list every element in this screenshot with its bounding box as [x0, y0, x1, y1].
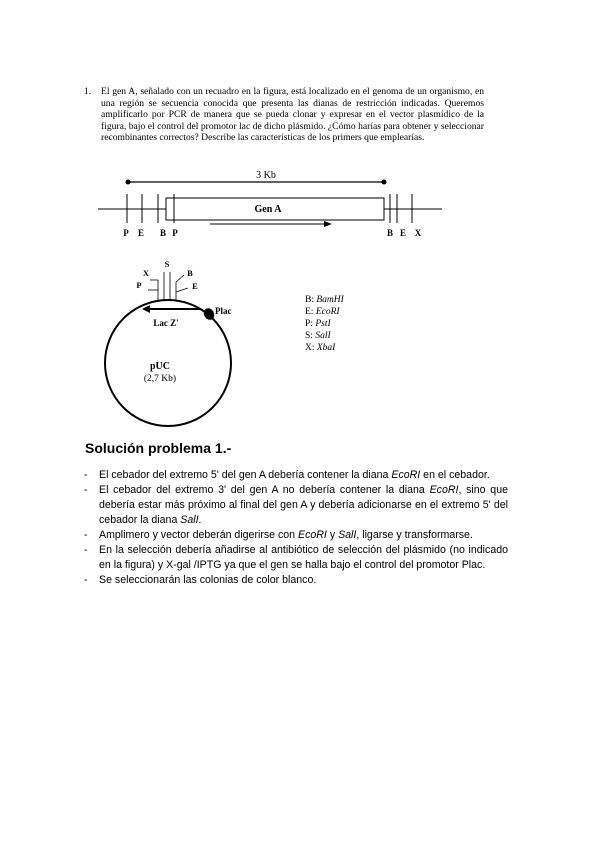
solution-title: Solución problema 1.-	[85, 440, 232, 456]
size-arrow-end	[382, 180, 387, 185]
solution-item: - El cebador del extremo 5' del gen A debería contener la diana EcoRI en el cebador.	[84, 469, 490, 481]
solution-list	[84, 468, 508, 588]
question-number: 1.	[84, 86, 92, 97]
mcs-connector	[176, 275, 184, 282]
plasmid-site-labels	[136, 259, 198, 291]
plasmid-site-p: P	[136, 280, 142, 290]
size-arrow-start	[126, 180, 131, 185]
site-label-e: E	[399, 228, 407, 238]
plac-label: Plac	[215, 306, 232, 316]
legend-item: E: EcoRI	[305, 307, 340, 317]
genome-map	[98, 170, 442, 238]
site-label-x: X	[414, 228, 422, 238]
legend-item: P: PstI	[305, 319, 331, 329]
size-label: 3 Kb	[256, 170, 276, 181]
lacz-arrowhead	[142, 305, 150, 313]
legend-item: X: XbaI	[305, 343, 336, 353]
solution-item: - Amplimero y vector deberán digerirse con EcoRI y SalI, ligarse y transformarse.	[84, 529, 473, 541]
site-label-p: P	[123, 228, 129, 238]
solution-item: - El cebador del extremo 3' del gen A no debería contener la diana EcoRI, sino que debería estar más próximo al final del gen A y debería adicionarse en el extremo 5' del cebador la diana SalI.	[84, 484, 508, 526]
genome-site-labels	[123, 228, 422, 238]
gene-a-label: Gen A	[254, 204, 282, 215]
legend-item: B: BamHI	[305, 295, 344, 305]
site-label-b: B	[386, 228, 394, 238]
site-label-b: B	[159, 228, 167, 238]
site-label-e: E	[137, 228, 145, 238]
plasmid-site-b: B	[187, 268, 193, 278]
site-label-p: P	[172, 228, 178, 238]
plasmid-site-s: S	[164, 259, 170, 269]
plasmid-map	[105, 259, 232, 426]
question-text: El gen A, señalado con un recuadro en la figura, está localizado en el genoma de un organismo, en una región se secuencia conocida que presenta las dianas de restricción indicadas. Queremos amplificarlo por PCR de manera que se pueda clonar y expresar en el vector plasmídico de la figura, bajo el control del promotor lac de dicho plásmido. ¿Cómo harías para obtener y seleccionar recombinantes correctos? Describe las características de los primers que emplearías.	[101, 86, 484, 144]
solution-item: - En la selección debería añadirse al antibiótico de selección del plásmido (no indicado en la figura) y X-gal /IPTG ya que el gen se halla bajo el control del promotor Plac.	[84, 544, 508, 571]
legend-item: S: SalI	[305, 331, 331, 341]
solution-item: - Se seleccionarán las colonias de color blanco.	[84, 574, 317, 586]
lacz-label: Lac Z'	[153, 318, 179, 328]
enzyme-legend	[305, 295, 345, 353]
plasmid-size: (2,7 Kb)	[143, 374, 177, 384]
plasmid-name: pUC	[149, 361, 171, 372]
mcs-connector	[176, 288, 188, 292]
plasmid-site-e: E	[192, 281, 198, 291]
gene-direction-arrowhead	[324, 221, 332, 227]
plasmid-site-x: X	[142, 268, 150, 278]
